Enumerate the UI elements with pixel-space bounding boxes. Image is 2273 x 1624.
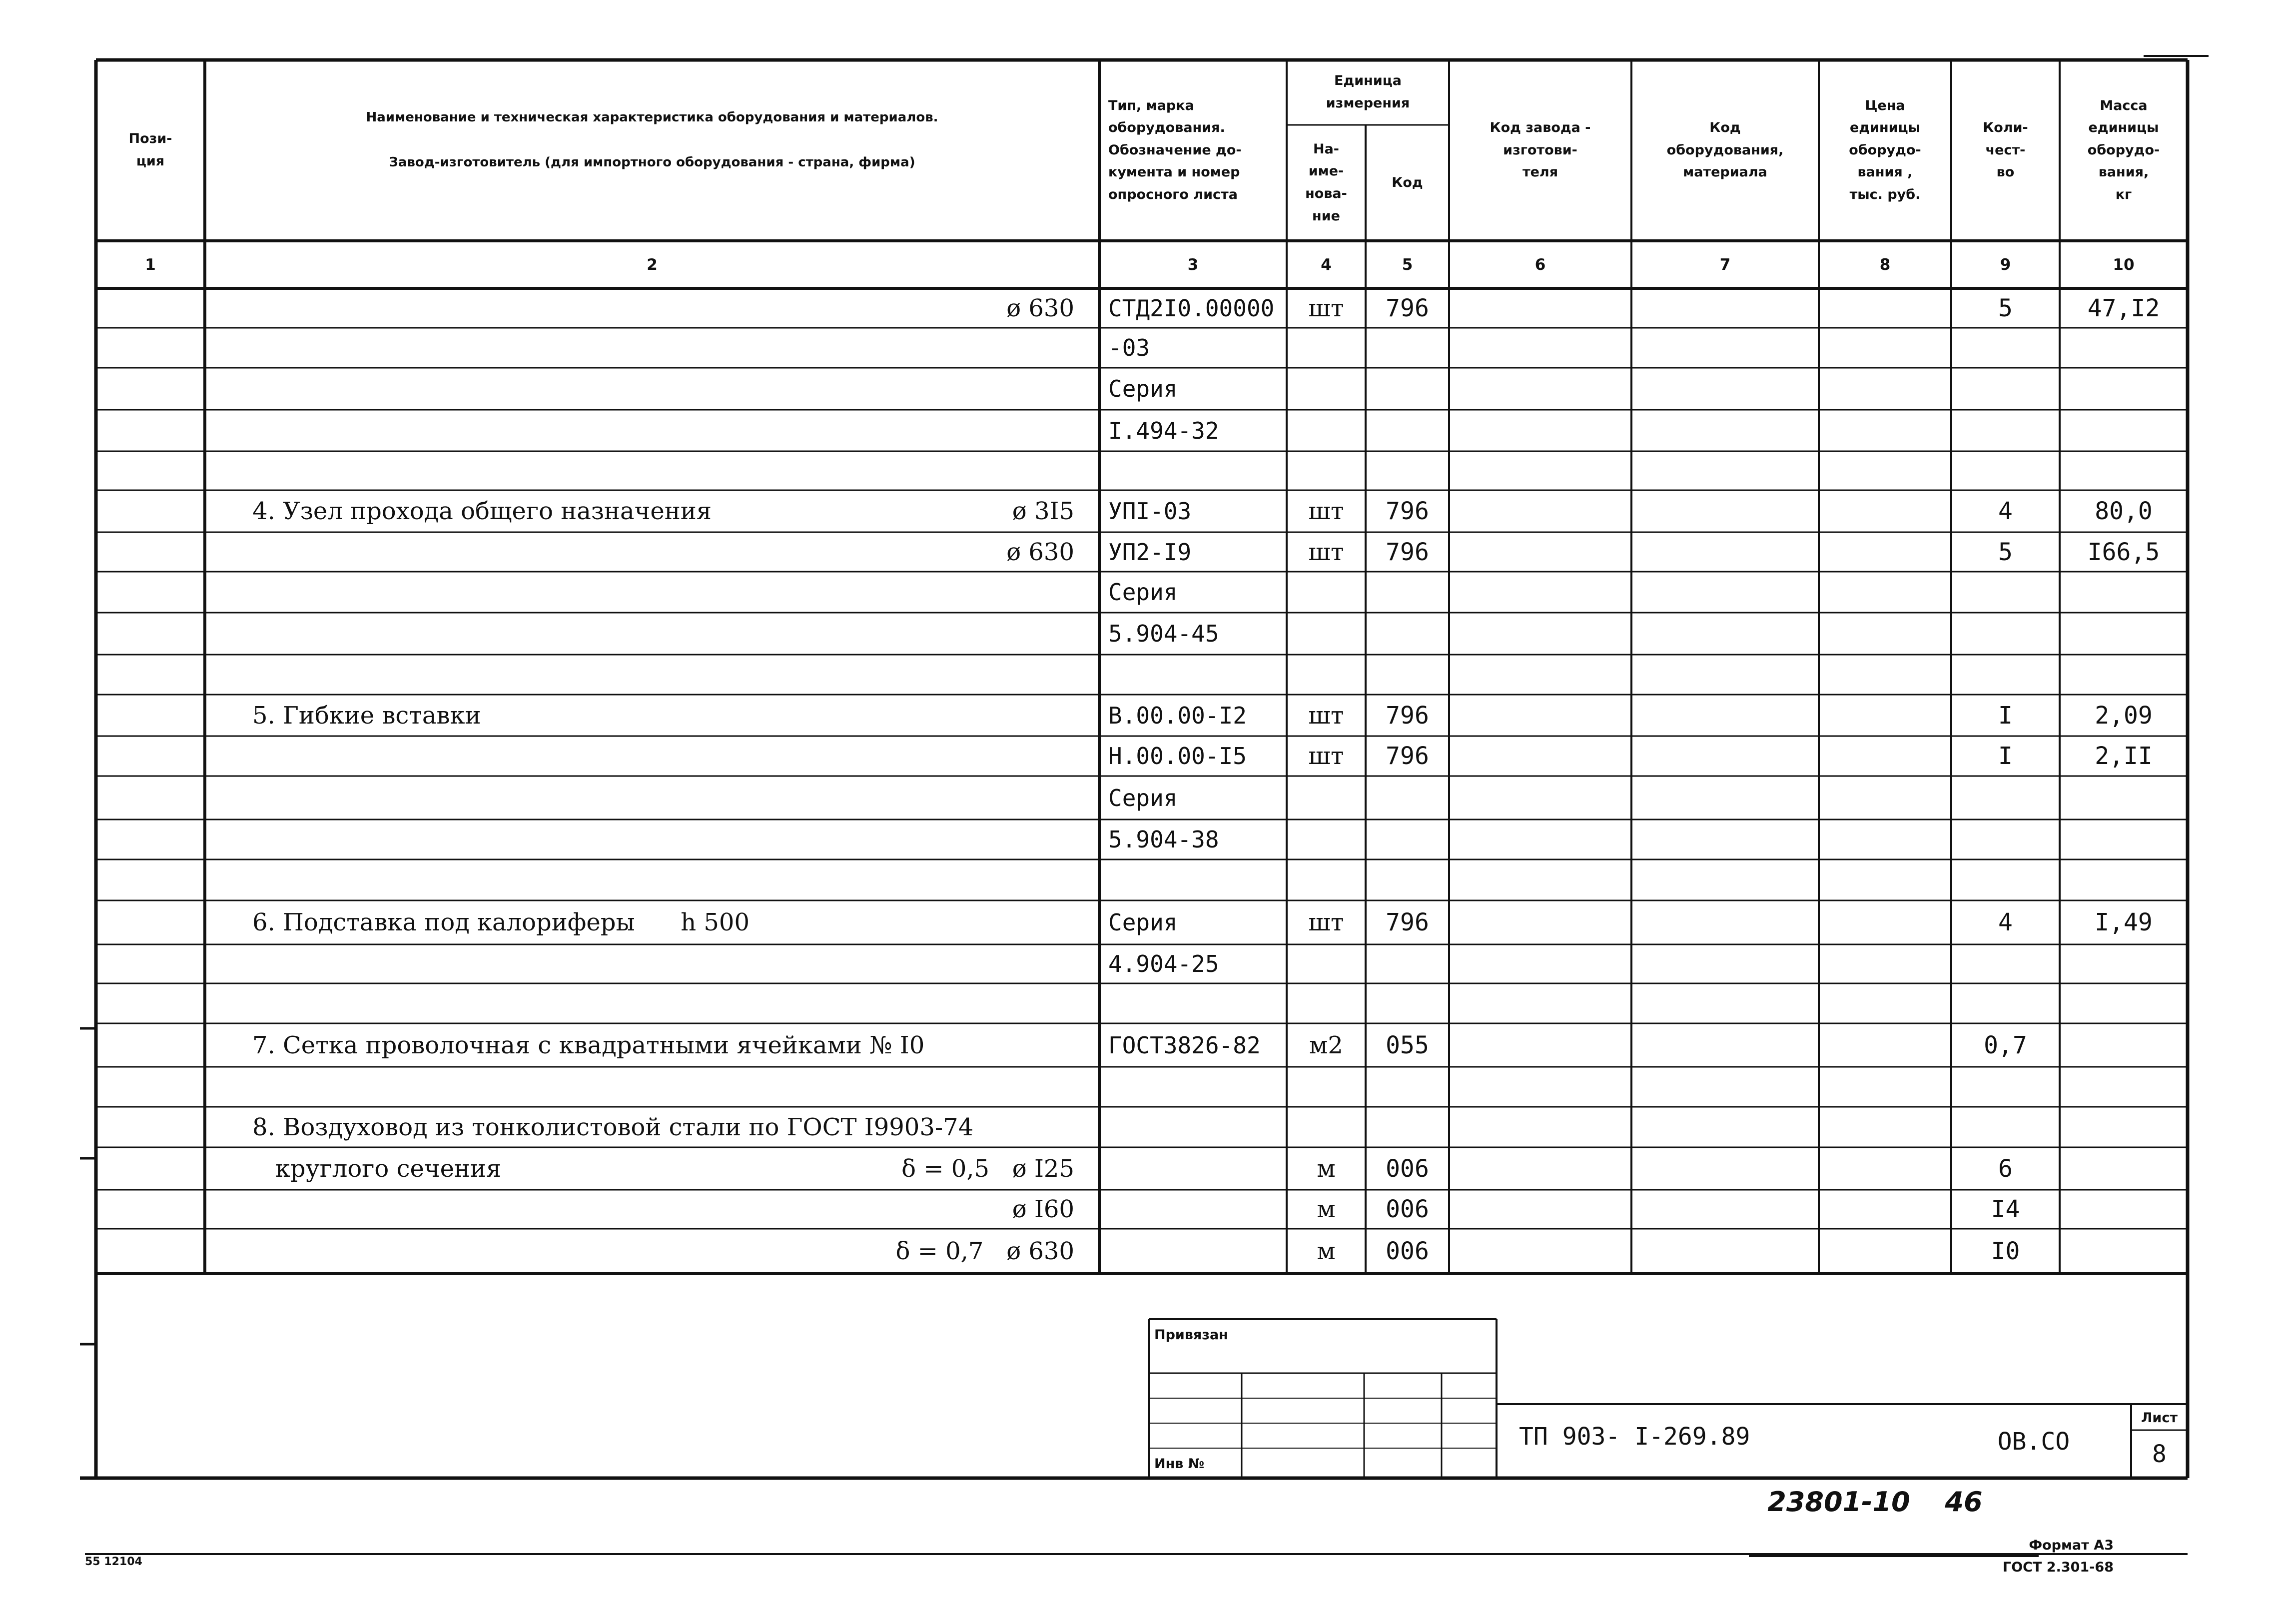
item-mass: 80,0: [2095, 497, 2153, 525]
document-code: ТП 903- I-269.89: [1519, 1423, 1750, 1451]
item-name: [205, 288, 779, 328]
item-size: [730, 572, 1074, 613]
item-unit-code: [1366, 613, 1449, 655]
item-unit-code: 796: [1386, 742, 1429, 770]
item-name: [205, 776, 779, 819]
item-quantity: [1951, 572, 2060, 613]
item-unit-code: 006: [1386, 1154, 1429, 1183]
item-quantity: [1951, 819, 2060, 859]
item-unit-code: 796: [1386, 701, 1429, 730]
header-unit-code: Код: [1392, 174, 1423, 190]
item-size: [730, 944, 1074, 983]
item-unit-code: [1366, 410, 1449, 451]
item-name: [205, 944, 779, 983]
item-unit: [1287, 776, 1366, 819]
item-unit: [1287, 368, 1366, 410]
item-designation: СТД2I0.00000: [1108, 294, 1275, 322]
item-unit: [1287, 983, 1366, 1023]
item-name: [205, 613, 779, 655]
item-quantity: [1951, 1067, 2060, 1107]
item-mass: [2060, 410, 2188, 451]
item-mass: [2060, 451, 2188, 490]
item-designation: [1099, 859, 1287, 900]
item-name: [205, 572, 779, 613]
item-unit-code: [1366, 819, 1449, 859]
item-name: [205, 368, 779, 410]
item-designation: Серия: [1108, 579, 1178, 606]
item-unit: [1287, 944, 1366, 983]
item-size: ø 630: [1006, 294, 1074, 322]
item-designation: 4.904-25: [1108, 950, 1219, 977]
corner-note: 55 12104: [85, 1555, 142, 1568]
item-designation: 5.904-38: [1108, 826, 1219, 853]
item-designation: [1099, 1229, 1287, 1274]
item-size: [730, 900, 1074, 944]
item-unit: шт: [1308, 701, 1344, 730]
item-mass: 2,II: [2095, 742, 2153, 770]
item-unit: [1287, 613, 1366, 655]
item-mass: [2060, 1147, 2188, 1190]
item-mass: I,49: [2095, 908, 2153, 936]
item-unit: [1287, 655, 1366, 695]
item-unit-code: 796: [1386, 294, 1429, 322]
item-unit-code: [1366, 944, 1449, 983]
item-size: [730, 859, 1074, 900]
item-name: круглого сечения: [252, 1154, 502, 1183]
item-designation: [1099, 655, 1287, 695]
item-unit: м: [1317, 1195, 1336, 1223]
item-designation: УП2-I9: [1108, 538, 1192, 566]
item-unit-code: [1366, 368, 1449, 410]
item-size: δ = 0,5 ø I25: [901, 1154, 1074, 1183]
item-mass: [2060, 859, 2188, 900]
item-mass: [2060, 944, 2188, 983]
stamp-privyazan-label: Привязан: [1154, 1327, 1228, 1343]
item-size: [730, 776, 1074, 819]
item-mass: [2060, 1023, 2188, 1067]
item-designation: Серия: [1108, 909, 1178, 936]
item-size: [730, 819, 1074, 859]
column-number: 9: [2000, 255, 2011, 274]
item-unit-code: [1366, 776, 1449, 819]
header-unit-mass: Масса единицы оборудо- вания, кг: [2087, 97, 2160, 202]
column-number: 1: [145, 255, 156, 274]
item-size: [730, 736, 1074, 776]
item-size: [730, 410, 1074, 451]
item-unit: [1287, 819, 1366, 859]
item-name: [205, 532, 779, 572]
item-designation: ГОСТ3826-82: [1108, 1031, 1261, 1059]
item-designation: УПI-03: [1108, 498, 1192, 525]
item-mass: [2060, 655, 2188, 695]
item-size: [730, 451, 1074, 490]
item-mass: [2060, 1067, 2188, 1107]
header-maker-code: Код завода - изготови- теля: [1490, 120, 1591, 180]
item-unit: [1287, 410, 1366, 451]
item-designation: [1099, 1147, 1287, 1190]
item-quantity: [1951, 776, 2060, 819]
item-name: [205, 859, 779, 900]
item-mass: 2,09: [2095, 701, 2153, 730]
item-size: [730, 695, 1074, 736]
item-mass: 47,I2: [2087, 294, 2160, 322]
header-name-line1: Наименование и техническая характеристика оборудования и материалов.: [366, 109, 938, 125]
item-name: [205, 655, 779, 695]
item-size: ø 630: [1006, 538, 1074, 566]
item-quantity: 0,7: [1984, 1031, 2027, 1059]
item-quantity: [1951, 859, 2060, 900]
item-name: 5. Гибкие вставки: [252, 701, 481, 730]
header-name-line2: Завод-изготовитель (для импортного оборудования - страна, фирма): [389, 154, 915, 170]
item-designation: [1099, 1067, 1287, 1107]
item-size: ø 3I5: [1012, 497, 1074, 525]
item-unit-code: 796: [1386, 908, 1429, 936]
item-designation: [1099, 1190, 1287, 1229]
document-mark: ОВ.СО: [1997, 1428, 2070, 1456]
item-unit-code: [1366, 1107, 1449, 1147]
item-quantity: [1951, 368, 2060, 410]
item-size: [730, 328, 1074, 368]
item-name: [205, 1229, 779, 1274]
column-number: 7: [1719, 255, 1731, 274]
item-quantity: [1951, 1107, 2060, 1147]
item-unit-code: [1366, 859, 1449, 900]
item-quantity: I: [1998, 701, 2013, 730]
item-quantity: [1951, 328, 2060, 368]
item-unit: м2: [1309, 1031, 1343, 1059]
header-unit-group: Единица измерения: [1326, 73, 1410, 111]
item-unit-code: [1366, 983, 1449, 1023]
item-mass: [2060, 776, 2188, 819]
item-size: [730, 368, 1074, 410]
column-number: 3: [1187, 255, 1199, 274]
header-quantity: Коли- чест- во: [1983, 120, 2028, 180]
item-size: δ = 0,7 ø 630: [895, 1237, 1074, 1265]
item-quantity: I: [1998, 742, 2013, 770]
item-quantity: 6: [1998, 1154, 2013, 1183]
item-designation: -03: [1108, 334, 1150, 361]
sheet-label: Лист: [2141, 1410, 2178, 1426]
item-quantity: 5: [1998, 294, 2013, 322]
column-number: 10: [2113, 255, 2135, 274]
item-quantity: 4: [1998, 908, 2013, 936]
header-position: Пози- ция: [128, 131, 172, 169]
archive-number: 23801-10: [1767, 1486, 1910, 1518]
item-unit: [1287, 451, 1366, 490]
item-quantity: 5: [1998, 538, 2013, 566]
item-unit: [1287, 328, 1366, 368]
archive-page: 46: [1945, 1486, 1983, 1518]
item-name: [205, 819, 779, 859]
item-quantity: [1951, 983, 2060, 1023]
item-size: [730, 613, 1074, 655]
item-designation: [1099, 451, 1287, 490]
item-unit: шт: [1308, 538, 1344, 566]
item-unit: [1287, 1067, 1366, 1107]
item-quantity: [1951, 944, 2060, 983]
header-unit-price: Цена единицы оборудо- вания , тыс. руб.: [1849, 97, 1921, 202]
item-unit-code: [1366, 655, 1449, 695]
item-size: [730, 1107, 1074, 1147]
format-label: Формат А3: [2029, 1537, 2114, 1553]
sheet-number: 8: [2152, 1440, 2167, 1468]
stamp-inventory-label: Инв №: [1154, 1456, 1205, 1472]
item-designation: Н.00.00-I5: [1108, 743, 1247, 770]
item-unit: [1287, 859, 1366, 900]
item-unit-code: [1366, 1067, 1449, 1107]
item-designation: [1099, 1107, 1287, 1147]
item-quantity: I0: [1991, 1237, 2020, 1265]
header-type-mark: Тип, марка оборудования. Обозначение до- кумента и номер опросного листа: [1108, 97, 1242, 202]
item-unit: м: [1317, 1154, 1336, 1183]
item-unit: [1287, 572, 1366, 613]
item-unit: [1287, 1107, 1366, 1147]
item-unit-code: 055: [1386, 1031, 1429, 1059]
item-size: [730, 1067, 1074, 1107]
item-unit-code: [1366, 328, 1449, 368]
item-mass: [2060, 368, 2188, 410]
item-designation: 5.904-45: [1108, 620, 1219, 647]
header-equipment-code: Код оборудования, материала: [1666, 120, 1784, 180]
item-name: 8. Воздуховод из тонколистовой стали по ГОСТ I9903-74: [252, 1113, 974, 1141]
item-quantity: I4: [1991, 1195, 2020, 1223]
item-mass: [2060, 572, 2188, 613]
item-mass: [2060, 819, 2188, 859]
item-designation: В.00.00-I2: [1108, 702, 1247, 729]
item-unit-code: 796: [1386, 497, 1429, 525]
column-number: 8: [1879, 255, 1891, 274]
item-mass: I66,5: [2087, 538, 2160, 566]
item-name: [205, 328, 779, 368]
item-unit: шт: [1308, 294, 1344, 322]
item-designation: Серия: [1108, 784, 1178, 812]
item-mass: [2060, 613, 2188, 655]
item-unit-code: 006: [1386, 1195, 1429, 1223]
item-unit-code: [1366, 451, 1449, 490]
column-number: 6: [1534, 255, 1546, 274]
item-unit-code: 006: [1386, 1237, 1429, 1265]
item-unit-code: [1366, 572, 1449, 613]
column-number: 2: [647, 255, 658, 274]
format-standard: ГОСТ 2.301-68: [2003, 1559, 2114, 1575]
item-name: [205, 410, 779, 451]
item-name: [205, 1067, 779, 1107]
item-designation: [1099, 983, 1287, 1023]
item-unit: шт: [1308, 908, 1344, 936]
item-name: [205, 736, 779, 776]
item-mass: [2060, 983, 2188, 1023]
item-quantity: [1951, 613, 2060, 655]
header-unit-name: На- име- нова- ние: [1305, 141, 1347, 224]
item-unit: м: [1317, 1237, 1336, 1265]
column-number: 4: [1321, 255, 1332, 274]
item-size: [730, 983, 1074, 1023]
item-size: [730, 1023, 1074, 1067]
item-quantity: 4: [1998, 497, 2013, 525]
item-unit: шт: [1308, 497, 1344, 525]
item-mass: [2060, 1107, 2188, 1147]
item-mass: [2060, 328, 2188, 368]
item-name: [205, 983, 779, 1023]
item-name: 4. Узел прохода общего назначения: [252, 497, 712, 525]
item-mass: [2060, 1229, 2188, 1274]
item-name: [205, 451, 779, 490]
item-quantity: [1951, 451, 2060, 490]
column-number: 5: [1402, 255, 1413, 274]
item-designation: I.494-32: [1108, 417, 1219, 444]
item-designation: Серия: [1108, 375, 1178, 402]
item-mass: [2060, 1190, 2188, 1229]
item-name: 7. Сетка проволочная с квадратными ячейками № I0: [252, 1031, 925, 1059]
item-name: 6. Подставка под калориферы h 500: [252, 908, 750, 936]
item-unit: шт: [1308, 742, 1344, 770]
item-size: ø I60: [1012, 1195, 1074, 1223]
item-quantity: [1951, 410, 2060, 451]
item-size: [730, 655, 1074, 695]
item-unit-code: 796: [1386, 538, 1429, 566]
item-quantity: [1951, 655, 2060, 695]
item-name: [205, 1190, 779, 1229]
